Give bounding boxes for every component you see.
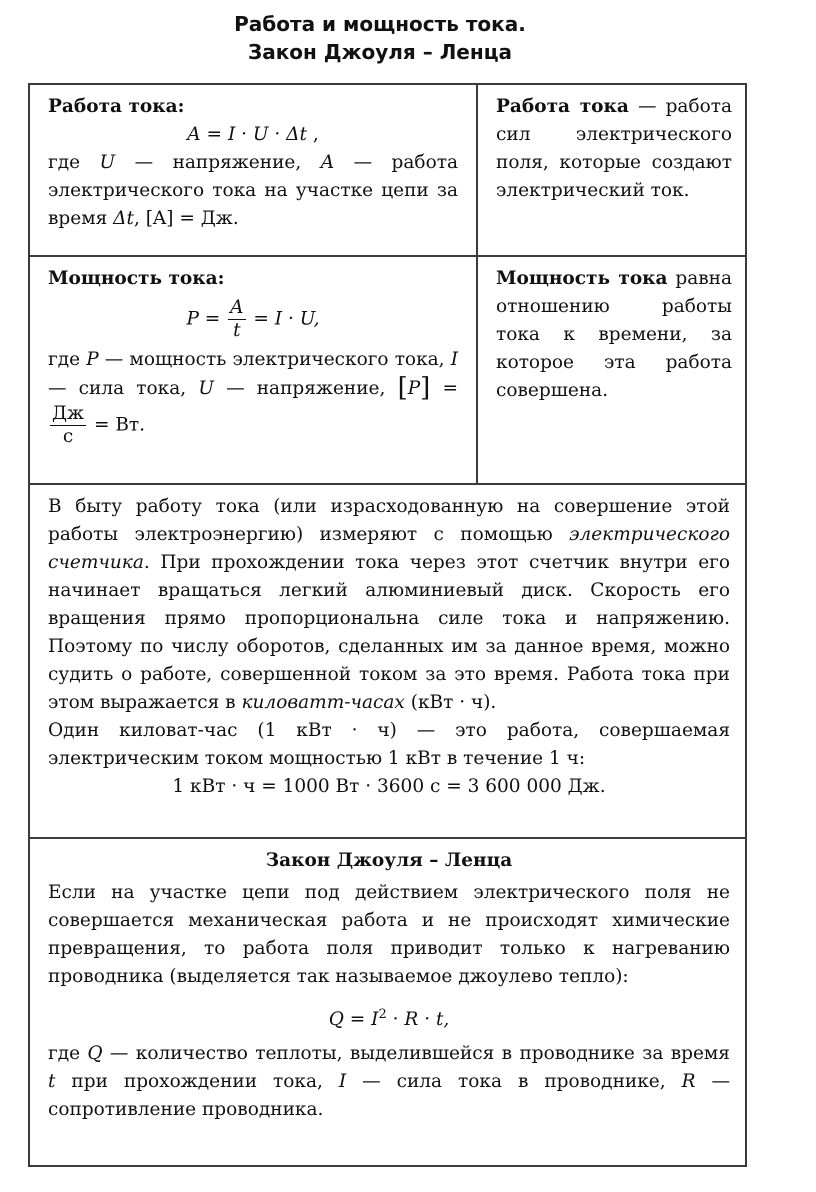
row-divider-1 [30,255,745,257]
header-title-line2: Закон Джоуля – Ленца [247,40,513,64]
joule-description: где Q — количество теплоты, выделившейся в проводнике за время t при прохождении тока, I — сила тока в проводнике, R — сопротивление проводника. [48,1043,730,1121]
work-formula: A = I · U · Δt , [187,124,319,145]
joule-title: Закон Джоуля – Ленца [265,850,513,871]
work-label: Работа тока: [48,96,185,117]
row-divider-3 [30,837,745,839]
power-definition-text: равна отношению работы тока к времени, за которое эта работа совершена. [496,268,732,401]
work-formula-rhs: I · U · Δt [227,124,307,145]
power-definition-cell [496,265,732,405]
power-definition-term: Мощность тока [496,268,668,289]
joule-formula: $Q = I^2 \cdot R \cdot t$, [328,1007,450,1031]
content-table [28,83,747,1167]
work-definition-cell [496,93,732,205]
meter-paragraph-1: В быту работу тока (или израсходованную на совершение этой работы электроэнергию) измеряют с помощью электрического счетчика. При прохождении тока через этот счетчик внутри его начинает вращаться легкий алюминиевый диск. Скорость его вращения прямо пропорциональна силе тока и напряжению. Поэтому по числу оборотов, сделанных им за данное время, можно судить о работе, совершенной током за это время. Работа тока при этом выражается в киловатт-часах (кВт · ч). [48,496,730,713]
power-description: где P — мощность электрического тока, I — сила тока, U — напряжение, [P] = $\frac{Дж}{с}$ = Вт. [48,349,458,447]
power-formula: P = $\frac{A}{t}$ = I · U, [186,297,320,341]
meter-formula: 1 кВт · ч = 1000 Вт · 3600 с = 3 600 000 Дж. [172,776,606,797]
power-label: Мощность тока: [48,268,225,289]
page-header [0,10,760,66]
work-formula-lhs: A [187,124,201,145]
work-description: где U — напряжение, A — работа электрического тока на участке цепи за время Δt, [A] = Дж. [48,152,458,229]
column-divider [476,85,478,483]
work-formula-punct: , [312,124,319,145]
header-title-line1: Работа и мощность тока. [234,12,526,36]
power-formula-cell [48,265,458,448]
work-definition-text: — работа сил электрического поля, которые создают электрический ток. [496,96,732,201]
work-formula-cell [48,93,458,233]
work-definition-term: Работа тока [496,96,629,117]
meter-cell [48,493,730,801]
joule-cell [48,847,730,1124]
meter-paragraph-2: Один киловат-час (1 кВт · ч) — это работа, совершаемая электрическим током мощностью 1 кВт в течение 1 ч: [48,720,730,769]
joule-paragraph: Если на участке цепи под действием электрического поля не совершается механическая работа и не происходят химические превращения, то работа поля приводит только к нагреванию проводника (выделяется так называемое джоулево тепло): [48,882,730,987]
row-divider-2 [30,483,745,485]
